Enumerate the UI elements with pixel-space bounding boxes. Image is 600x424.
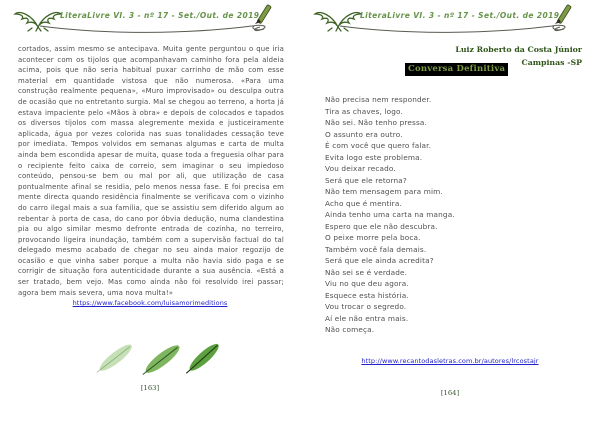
poem-line: Espero que ele não descubra.: [325, 221, 438, 231]
leaves-decoration-icon: [92, 330, 222, 382]
poem-line: Tira as chaves, logo.: [325, 106, 403, 116]
pen-icon: [244, 2, 292, 34]
recanto-das-letras-link[interactable]: http://www.recantodasletras.com.br/autores/lrcostajr: [361, 357, 539, 365]
poem-line: Acho que é mentira.: [325, 198, 402, 208]
right-page: [300, 0, 600, 424]
poem-line: Será que ele retorna?: [325, 175, 407, 185]
poem-line: É com você que quero falar.: [325, 141, 432, 150]
facebook-link[interactable]: https://www.facebook.com/luisamorimeditions: [72, 299, 228, 307]
poem-line: Não começa.: [325, 325, 375, 334]
page-number: [164]: [440, 389, 460, 397]
poem-line: Não sei. Não tenho pressa.: [325, 118, 428, 127]
pen-icon: [544, 2, 592, 34]
poem-line: Não precisa nem responder.: [325, 95, 432, 104]
journal-header: [300, 0, 600, 38]
author-name: Luiz Roberto da Costa Júnior: [455, 45, 582, 54]
author-location: Campinas -SP: [521, 58, 582, 67]
page-number: [163]: [140, 384, 160, 392]
journal-header: [0, 0, 300, 38]
poem-line: Ainda tenho uma carta na manga.: [325, 210, 455, 219]
poem-line: Aí ele não entra mais.: [325, 313, 409, 323]
poem-line: O assunto era outro.: [325, 129, 403, 139]
poem-line: Vou deixar recado.: [325, 164, 396, 173]
poem-body: [325, 94, 455, 336]
poem-line: Vou trocar o segredo.: [325, 302, 407, 311]
story-paragraph: cortados, assim mesmo se antecipava. Muita gente perguntou o que iria acontecer com os tijolos que acompanhavam caminho fora pela aldeia acima, pois que não seria habitual puxar carrinho de mão com esse material em quantidade vistosa que não numerosa. «Para uma construção realmente pequena», «Muro improvisado» ou desculpa outra de ocasião que no entretanto surgia. Mal se chegou ao terreno, a horta já estava impaciente pelo «Mãos à obra» e depois de colocados e tapados os diversos tijolos com massa alegremente mexida e justiceiramente aplicada, água por vezes colorida nas suas tonalidades cessação teve por imediata. Tempos volvidos em semanas algumas e carta de multa ainda bem escondida apesar de muita, quase toda a freguesia olhar para o recipiente feito caixa de correio, sem imaginar o seu impiedoso conteúdo, pensou-se bem ou mal por ali, que utilização de casa pontualmente afinal se residia, pelo menos nessa fase. E foi precisa em mente directa quando residência finalmente se verificava com o vizinho do carro ilegal mais a sua família, que se assistiu sem diferido algum ao rebentar à porta de casa, do cano por óbvia dedução, numa clandestina pia ou algo similar mesmo defronte entrada de cozinha, no terreiro, provocando ligeira inundação, também com a supervisão factual do tal delegado mesmo acabado de chegar no seu ainda maior regozijo de ocasião e que vinha saber porque a multa não havia sido paga e se corrigir de situação fora autenticidade durante a sua ausência. «Está a ser tratado, bem vejo. Mas como ainda não foi resolvido irei passar; agora bem mais severa, uma nova multa!»: [18, 45, 284, 297]
poem-title: Conversa Definitiva: [405, 63, 508, 76]
journal-title: LiteraLivre VI. 3 - nº 17 - Set./Out. de 2019: [360, 11, 560, 20]
poem-line: Não tem mensagem para mim.: [325, 187, 443, 196]
poem-line: Será que ele ainda acredita?: [325, 256, 434, 265]
journal-title: LiteraLivre VI. 3 - nº 17 - Set./Out. de 2019: [60, 11, 260, 20]
poem-line: O peixe morre pela boca.: [325, 233, 421, 242]
poem-line: Também você fala demais.: [325, 244, 427, 254]
poem-line: Viu no que deu agora.: [325, 279, 409, 288]
poem-line: Esquece esta história.: [325, 290, 409, 300]
poem-line: Não sei se é verdade.: [325, 267, 408, 277]
poem-line: Evita logo este problema.: [325, 152, 423, 162]
